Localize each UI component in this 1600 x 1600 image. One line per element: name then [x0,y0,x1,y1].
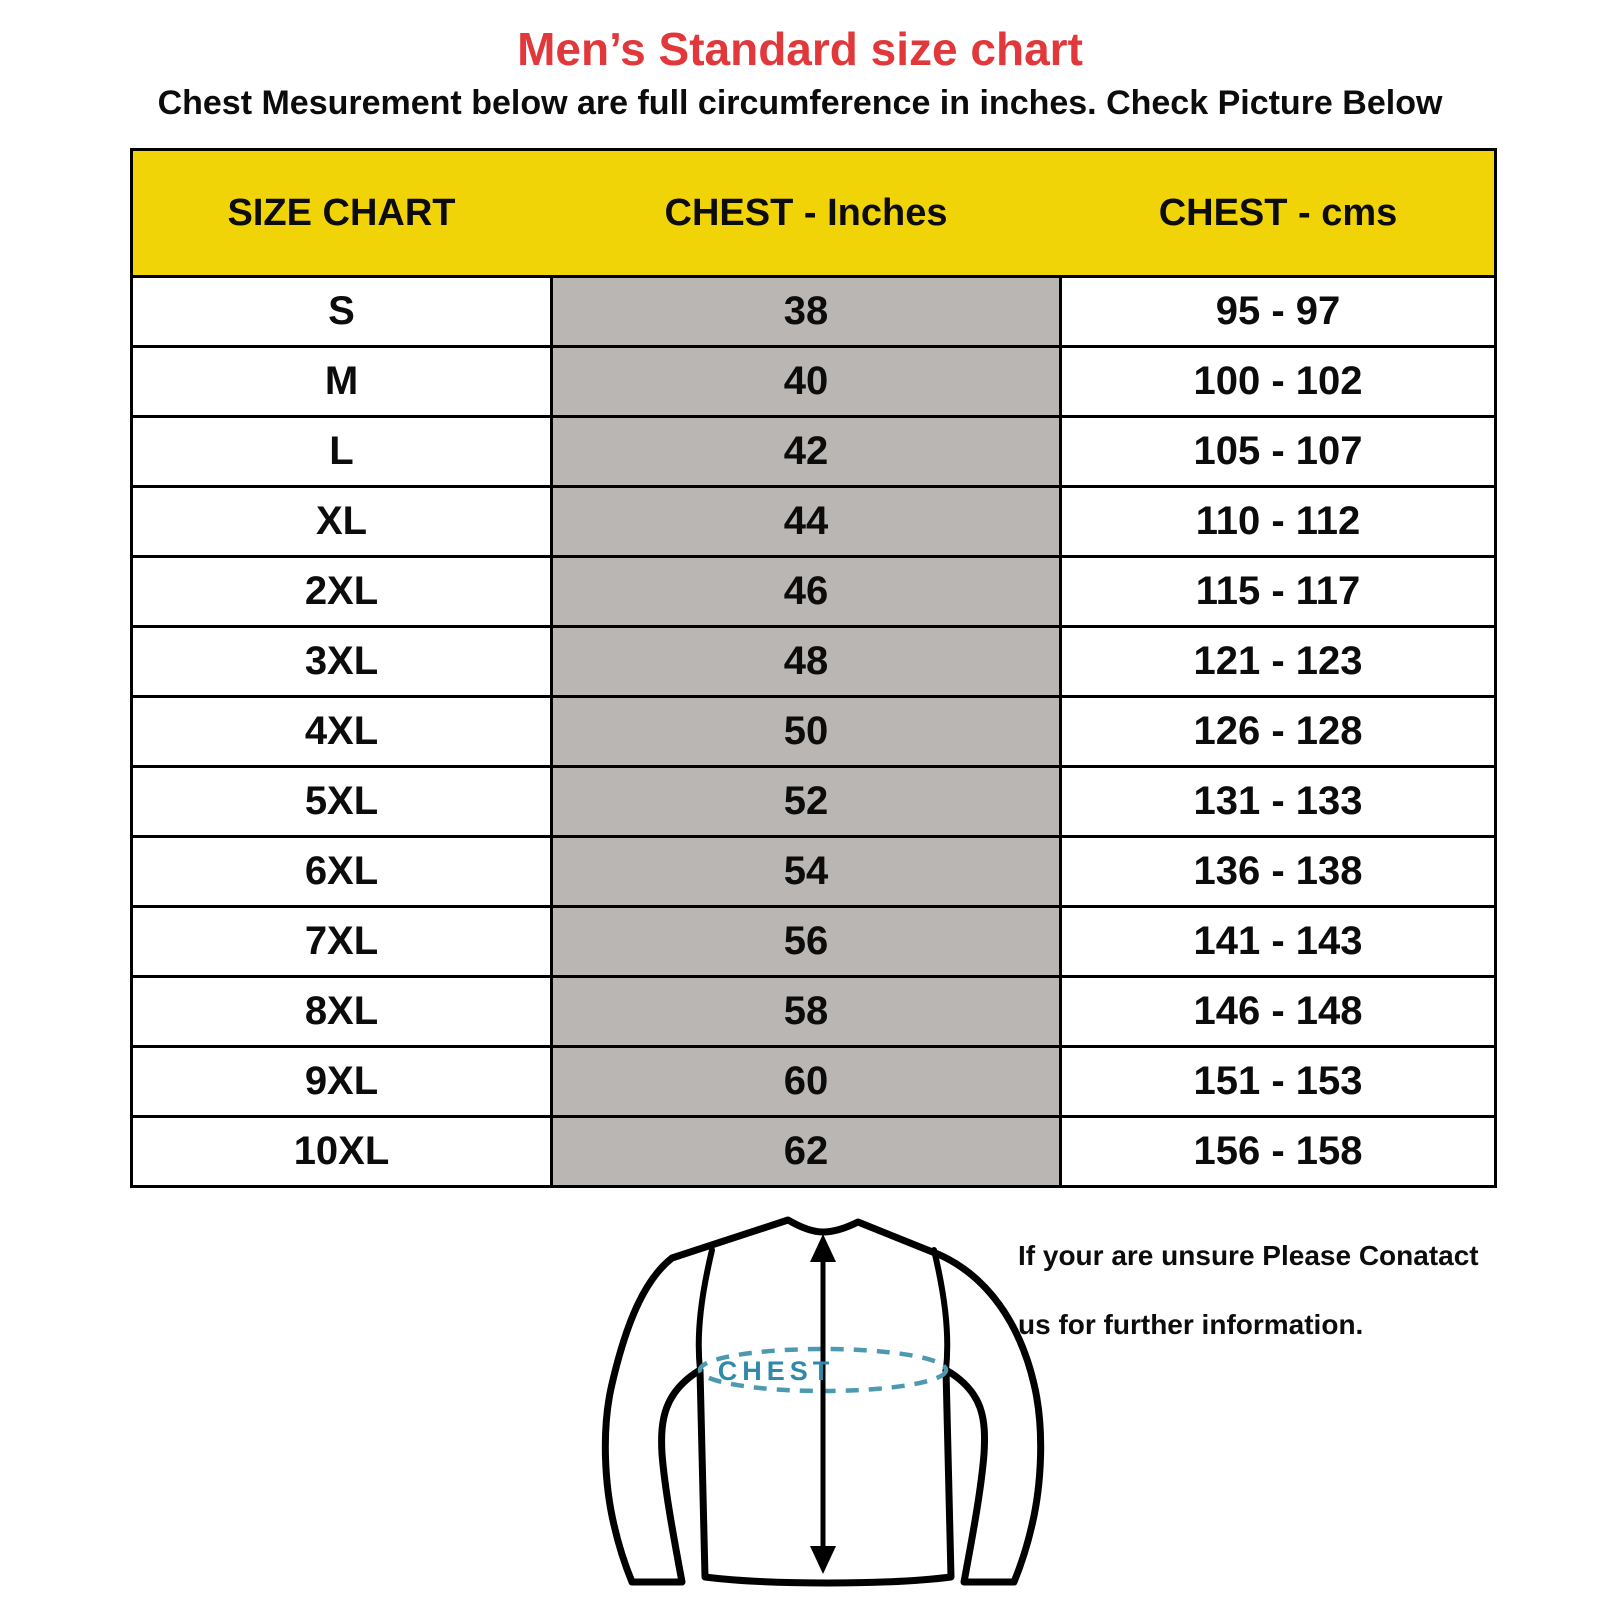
contact-note [1018,1240,1488,1378]
cms-cell: 136 - 138 [1193,849,1363,893]
cms-cell: 100 - 102 [1193,359,1363,403]
size-cell: 10XL [293,1129,390,1173]
size-cell: 6XL [304,849,379,893]
inches-cell: 44 [550,488,1062,555]
size-cell: XL [315,499,368,543]
inches-cell: 60 [550,1048,1062,1115]
table-row [133,485,1494,555]
size-cell: 3XL [304,639,379,683]
inches-cell: 52 [550,768,1062,835]
cms-cell: 115 - 117 [1195,569,1361,613]
chest-measurement-diagram [588,1192,1068,1600]
inches-cell: 50 [550,698,1062,765]
cms-cell: 146 - 148 [1193,989,1363,1033]
size-cell: 2XL [304,569,379,613]
size-chart-table [130,148,1497,1188]
table-row [133,905,1494,975]
table-row [133,1045,1494,1115]
inches-cell: 58 [550,978,1062,1045]
size-cell: 8XL [304,989,379,1033]
table-row [133,275,1494,345]
contact-note-line1: If your are unsure Please Conatact [1018,1240,1479,1271]
inches-cell: 54 [550,838,1062,905]
size-cell: M [324,359,359,403]
size-cell: 9XL [304,1059,379,1103]
size-cell: 7XL [304,919,379,963]
cms-cell: 131 - 133 [1193,779,1363,823]
cms-cell: 121 - 123 [1193,639,1363,683]
inches-cell: 46 [550,558,1062,625]
cms-cell: 95 - 97 [1215,289,1341,333]
table-row [133,555,1494,625]
inches-cell: 42 [550,418,1062,485]
table-row [133,695,1494,765]
column-header-size: SIZE CHART [227,191,456,234]
chest-label: CHEST [717,1356,835,1386]
table-row [133,625,1494,695]
inches-cell: 62 [550,1118,1062,1185]
cms-cell: 105 - 107 [1193,429,1363,473]
inches-cell: 56 [550,908,1062,975]
inches-cell: 48 [550,628,1062,695]
inches-cell: 38 [550,278,1062,345]
column-header-chest-cms: CHEST - cms [1158,191,1398,234]
page-title: Men’s Standard size chart [517,23,1083,75]
table-header-row [133,151,1494,275]
cms-cell: 141 - 143 [1193,919,1363,963]
cms-cell: 110 - 112 [1195,499,1361,543]
size-cell: S [328,289,355,333]
cms-cell: 126 - 128 [1193,709,1363,753]
table-row [133,1115,1494,1185]
column-header-chest-inches: CHEST - Inches [664,191,948,234]
table-row [133,835,1494,905]
table-row [133,415,1494,485]
table-row [133,975,1494,1045]
cms-cell: 156 - 158 [1193,1129,1363,1173]
table-row [133,765,1494,835]
page-subtitle: Chest Mesurement below are full circumference in inches. Check Picture Below [157,84,1443,122]
size-cell: 5XL [304,779,379,823]
inches-cell: 40 [550,348,1062,415]
size-cell: L [329,429,354,473]
contact-note-line2: us for further information. [1018,1309,1364,1340]
table-row [133,345,1494,415]
cms-cell: 151 - 153 [1193,1059,1363,1103]
size-cell: 4XL [304,709,379,753]
